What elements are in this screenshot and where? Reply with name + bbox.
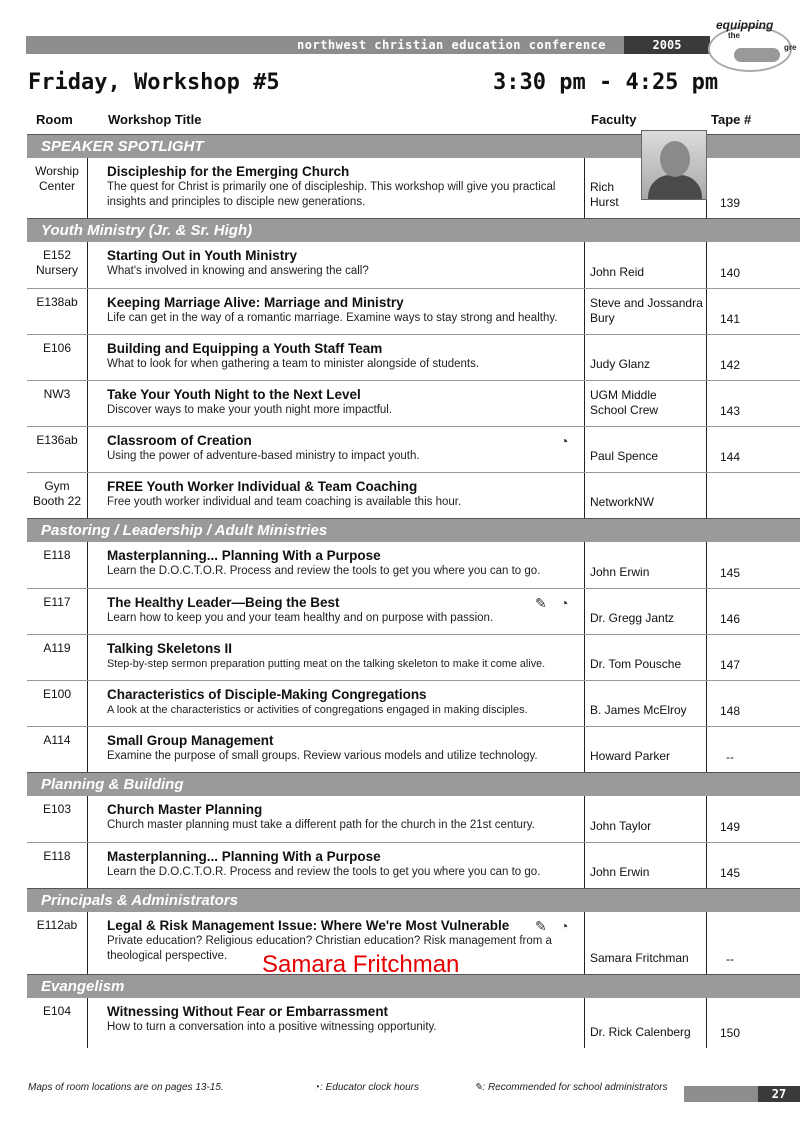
table-row bbox=[27, 842, 800, 888]
workshop-title: Masterplanning... Planning With a Purpose bbox=[107, 548, 381, 563]
workshop-title: Church Master Planning bbox=[107, 802, 263, 817]
title-cell bbox=[107, 641, 587, 672]
tape-cell: 146 bbox=[719, 612, 741, 626]
title-cell bbox=[107, 1004, 587, 1035]
faculty-cell: Rich Hurst bbox=[590, 180, 619, 209]
column-title: Workshop Title bbox=[108, 112, 202, 127]
section-name: Planning & Building bbox=[41, 776, 184, 793]
table-row bbox=[27, 426, 800, 472]
faculty-cell: Dr. Gregg Jantz bbox=[590, 611, 675, 625]
clock-icon: ◔ bbox=[560, 433, 569, 449]
tape-cell: 149 bbox=[719, 820, 741, 834]
table-row bbox=[27, 726, 800, 772]
title-cell bbox=[107, 733, 587, 764]
table-row bbox=[27, 588, 800, 634]
faculty-cell: Dr. Rick Calenberg bbox=[590, 1025, 691, 1039]
tape-cell: 145 bbox=[719, 566, 741, 580]
tape-cell: 141 bbox=[719, 312, 741, 326]
conference-bar bbox=[26, 36, 710, 54]
column-tape: Tape # bbox=[711, 112, 752, 127]
table-row bbox=[27, 242, 800, 288]
workshop-desc: The quest for Christ is primarily one of discipleship. This workshop will give you practical insights and principles to disciple new generations. bbox=[107, 181, 556, 208]
workshop-title: Characteristics of Disciple-Making Congregations bbox=[107, 687, 427, 702]
tape-cell: -- bbox=[726, 952, 734, 966]
workshop-title: Masterplanning... Planning With a Purpose bbox=[107, 849, 381, 864]
title-cell bbox=[107, 802, 587, 833]
table-row bbox=[27, 288, 800, 334]
session-time: 3:30 pm - 4:25 pm bbox=[493, 70, 719, 95]
faculty-cell: Paul Spence bbox=[590, 449, 659, 463]
title-cell bbox=[107, 341, 587, 372]
table-row bbox=[27, 542, 800, 588]
logo-text-1: equipping bbox=[716, 18, 774, 32]
pen-icon: ✎ bbox=[474, 1082, 483, 1093]
title-cell bbox=[107, 295, 587, 326]
faculty-cell: John Taylor bbox=[590, 819, 652, 833]
speaker-photo bbox=[641, 130, 707, 200]
workshop-desc: Learn how to keep you and your team healthy and on purpose with passion. bbox=[107, 612, 494, 624]
workshop-desc: What's involved in knowing and answering the call? bbox=[107, 265, 369, 277]
maps-note: Maps of room locations are on pages 13-15. bbox=[28, 1082, 224, 1093]
title-cell bbox=[107, 849, 587, 880]
tape-cell: 148 bbox=[719, 704, 741, 718]
workshop-desc: Using the power of adventure-based ministry to impact youth. bbox=[107, 450, 420, 462]
conference-logo bbox=[706, 6, 800, 76]
room-cell: A119 bbox=[43, 641, 71, 655]
clock-legend bbox=[314, 1082, 419, 1093]
title-cell bbox=[107, 548, 587, 579]
workshop-desc: Private education? Religious education? Christian education? Risk management from a theological perspective. bbox=[107, 935, 552, 962]
workshop-title: Witnessing Without Fear or Embarrassment bbox=[107, 1004, 389, 1019]
conference-name: northwest christian education conference bbox=[297, 38, 606, 52]
faculty-cell: UGM Middle School Crew bbox=[590, 388, 659, 417]
faculty-cell: John Erwin bbox=[590, 565, 650, 579]
workshop-desc: Discover ways to make your youth night more impactful. bbox=[107, 404, 393, 416]
section-name: Pastoring / Leadership / Adult Ministries bbox=[41, 522, 328, 539]
table-row bbox=[27, 380, 800, 426]
column-room: Room bbox=[36, 112, 73, 127]
section-name: Youth Ministry (Jr. & Sr. High) bbox=[41, 222, 253, 239]
workshop-title: Classroom of Creation bbox=[107, 433, 252, 448]
section-header bbox=[27, 888, 800, 912]
clock-icon: ◔ bbox=[560, 595, 569, 611]
speaker-photo-head bbox=[660, 141, 690, 177]
page-number: 27 bbox=[758, 1086, 800, 1102]
faculty-cell: John Reid bbox=[590, 265, 645, 279]
room-cell: A114 bbox=[43, 733, 71, 747]
section-header bbox=[27, 518, 800, 542]
tape-cell: 140 bbox=[719, 266, 741, 280]
workshop-desc: Examine the purpose of small groups. Review various models and utilize technology. bbox=[107, 750, 538, 762]
workshop-title: Legal & Risk Management Issue: Where We're Most Vulnerable bbox=[107, 918, 510, 933]
footer-bar bbox=[684, 1086, 800, 1102]
clock-legend-text: : Educator clock hours bbox=[320, 1082, 419, 1093]
table-row bbox=[27, 796, 800, 842]
title-cell bbox=[107, 164, 587, 210]
workshop-desc: Life can get in the way of a romantic marriage. Examine ways to stay strong and healthy. bbox=[107, 312, 558, 324]
workshop-desc: A look at the characteristics or activities of congregations engaged in making disciples. bbox=[107, 704, 528, 716]
title-cell bbox=[107, 687, 587, 718]
workshop-title: Starting Out in Youth Ministry bbox=[107, 248, 297, 263]
section-name: SPEAKER SPOTLIGHT bbox=[41, 138, 204, 155]
workshop-title: Talking Skeletons II bbox=[107, 641, 233, 656]
table-row bbox=[27, 634, 800, 680]
tape-cell: 143 bbox=[719, 404, 741, 418]
title-cell bbox=[107, 595, 587, 626]
workshop-desc: Free youth worker individual and team coaching is available this hour. bbox=[107, 496, 462, 508]
faculty-cell: John Erwin bbox=[590, 865, 650, 879]
pen-icon: ✎ bbox=[535, 595, 547, 611]
faculty-cell: Howard Parker bbox=[590, 749, 671, 763]
logo-text-2: the bbox=[728, 31, 740, 40]
table-row bbox=[27, 680, 800, 726]
room-cell: E104 bbox=[42, 1004, 72, 1018]
room-cell: E118 bbox=[43, 548, 71, 562]
room-cell: E152 Nursery bbox=[35, 248, 78, 277]
workshop-title: Keeping Marriage Alive: Marriage and Ministry bbox=[107, 295, 404, 310]
room-cell: NW3 bbox=[43, 387, 71, 401]
workshop-desc: What to look for when gathering a team to minister alongside of students. bbox=[107, 358, 480, 370]
section-name: Evangelism bbox=[41, 978, 125, 995]
faculty-cell: Dr. Tom Pousche bbox=[590, 657, 682, 671]
room-cell: E106 bbox=[42, 341, 72, 355]
title-cell bbox=[107, 248, 587, 279]
room-cell: E118 bbox=[43, 849, 71, 863]
faculty-cell: Judy Glanz bbox=[590, 357, 651, 371]
pen-icon: ✎ bbox=[535, 918, 547, 934]
tape-cell: 142 bbox=[719, 358, 741, 372]
faculty-cell: Samara Fritchman bbox=[590, 951, 689, 965]
tape-cell: 139 bbox=[719, 196, 741, 210]
workshop-title: The Healthy Leader—Being the Best bbox=[107, 595, 340, 610]
logo-swirl-fill bbox=[734, 48, 780, 62]
tape-cell: -- bbox=[726, 750, 734, 764]
room-cell: E112ab bbox=[36, 918, 78, 932]
workshop-desc: Learn the D.O.C.T.O.R. Process and review the tools to get you where you can to go. bbox=[107, 565, 541, 577]
room-cell: E100 bbox=[42, 687, 72, 701]
workshop-desc: Step-by-step sermon preparation putting meat on the talking skeleton to make it come alive. bbox=[107, 658, 546, 670]
logo-text-3: gre bbox=[784, 43, 797, 52]
room-cell: E138ab bbox=[36, 295, 78, 309]
workshop-title: FREE Youth Worker Individual & Team Coaching bbox=[107, 479, 418, 494]
faculty-cell: B. James McElroy bbox=[590, 703, 687, 717]
title-cell bbox=[107, 387, 587, 418]
title-cell bbox=[107, 479, 587, 510]
room-cell: E136ab bbox=[36, 433, 78, 447]
workshop-desc: Church master planning must take a different path for the church in the 21st century. bbox=[107, 819, 535, 831]
table-row bbox=[27, 334, 800, 380]
room-cell: E117 bbox=[43, 595, 71, 609]
signature-annotation: Samara Fritchman bbox=[262, 951, 460, 978]
room-cell: Worship Center bbox=[35, 164, 79, 193]
section-header bbox=[27, 772, 800, 796]
title-cell bbox=[107, 433, 587, 464]
workshop-title: Discipleship for the Emerging Church bbox=[107, 164, 350, 179]
table-row bbox=[27, 472, 800, 518]
tape-cell: 144 bbox=[719, 450, 741, 464]
admin-legend bbox=[474, 1082, 667, 1093]
workshop-title: Building and Equipping a Youth Staff Team bbox=[107, 341, 383, 356]
workshop-table bbox=[27, 134, 800, 1048]
room-cell: E103 bbox=[42, 802, 72, 816]
section-name: Principals & Administrators bbox=[41, 892, 238, 909]
faculty-cell: Steve and Jossandra Bury bbox=[590, 296, 703, 325]
workshop-title: Take Your Youth Night to the Next Level bbox=[107, 387, 361, 402]
clock-icon: ◔ bbox=[314, 1082, 321, 1093]
table-row bbox=[27, 998, 800, 1048]
tape-cell: 147 bbox=[719, 658, 741, 672]
room-cell: Gym Booth 22 bbox=[32, 479, 82, 508]
tape-cell: 145 bbox=[719, 866, 741, 880]
workshop-desc: How to turn a conversation into a positive witnessing opportunity. bbox=[107, 1021, 437, 1033]
admin-legend-text: : Recommended for school administrators bbox=[482, 1082, 668, 1093]
workshop-desc: Learn the D.O.C.T.O.R. Process and review the tools to get you where you can to go. bbox=[107, 866, 541, 878]
column-faculty: Faculty bbox=[591, 112, 637, 127]
section-header bbox=[27, 218, 800, 242]
workshop-title: Small Group Management bbox=[107, 733, 274, 748]
conference-year: 2005 bbox=[624, 36, 710, 54]
page-title: Friday, Workshop #5 bbox=[28, 70, 280, 95]
faculty-cell: NetworkNW bbox=[590, 495, 655, 509]
tape-cell: 150 bbox=[719, 1026, 741, 1040]
clock-icon: ◔ bbox=[560, 918, 569, 934]
